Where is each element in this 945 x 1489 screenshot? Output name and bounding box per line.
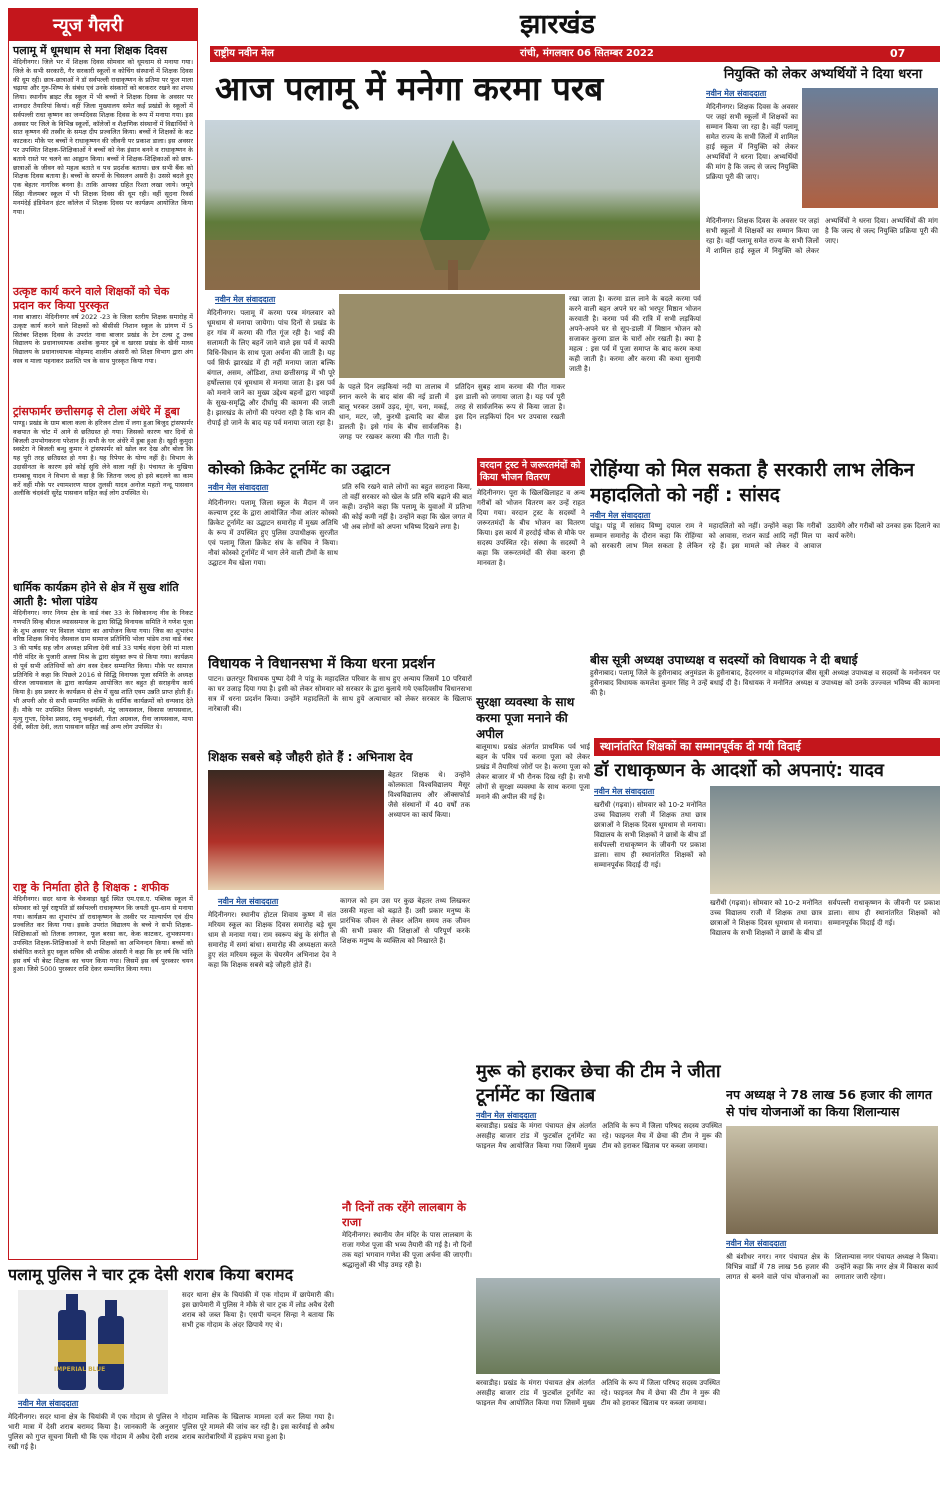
teachers-day-event-photo — [208, 770, 384, 890]
radhakrishnan-text: खरौंधी (गढ़वा)। सोमवार को 10-2 मनोनित उच्च विद्यालय राजी में शिक्षक तथा छात्र छात्राओं ने शिक्षक दिवस धूमधाम से मनाया। विद्यालय के सभी शिक्षकों ने छात्रों के बीच डॉ सर्वपल्ली राधाकृष्णन के जीवनी पर प्रकाश डाला। साथ ही स्थानांतरित शिक्षकों को सम्मानपूर्वक विदाई दी गई। — [594, 801, 706, 869]
suraksha-text: बालूमाथ। प्रखंड अंतर्गत प्राथमिक पर्व भाई बहन के पवित्र पर्व करमा पूजा को लेकर प्रखंड में तैयारियां जोरों पर है। करमा पूजा को लेकर बाजार में भी रौनक दिख रही है। सभी लोगों से सुरक्षा व्यवस्था के साथ करमा पूजा मनाने की अपील की गई है। — [476, 743, 590, 801]
rohingya-story — [590, 458, 940, 648]
lalbaug-story — [342, 1200, 472, 1484]
muru-headline: मुरू को हराकर छेचा की टीम ने जीता टूर्नामेंट का खिताब — [476, 1061, 721, 1106]
karma-ritual-photo — [339, 294, 565, 378]
radhakrishnan-text-continued: खरौंधी (गढ़वा)। सोमवार को 10-2 मनोनित उच्च विद्यालय राजी में शिक्षक तथा छात्र छात्राओं ने शिक्षक दिवस धूमधाम से मनाया। विद्यालय के सभी शिक्षकों ने छात्रों के बीच डॉ सर्वपल्ली राधाकृष्णन के जीवनी पर प्रकाश डाला। साथ ही स्थानांतरित शिक्षकों को सम्मानपूर्वक विदाई दी गई। — [710, 899, 940, 937]
muru-text: बरवाडीह। प्रखंड के मंगरा पंचायत क्षेत्र अंतर्गत असहीह बाजार टांड में फुटबॉल टूर्नामेंट का फाइनल मैच आयोजित किया गया जिसमें मुख्य अतिथि के रूप में जिला परिषद सदस्य उपस्थित रहे। फाइनल मैच में छेचा की टीम ने मुरू की टीम को हराकर खिताब पर कब्जा जमाया। — [476, 1122, 722, 1150]
muru-text-continued: बरवाडीह। प्रखंड के मंगरा पंचायत क्षेत्र अंतर्गत असहीह बाजार टांड में फुटबॉल टूर्नामेंट का फाइनल मैच आयोजित किया गया जिसमें मुख्य अतिथि के रूप में जिला परिषद सदस्य उपस्थित रहे। फाइनल मैच में छेचा की टीम ने मुरू की टीम को हराकर खिताब पर कब्जा जमाया। — [476, 1379, 720, 1407]
sidebar-label: न्यूज गैलरी — [9, 9, 197, 41]
masthead — [200, 0, 945, 62]
vidhayak-headline: विधायक ने विधानसभा में किया धरना प्रदर्शन — [208, 656, 435, 672]
dharna-text-continued: मेदिनीनगर। शिक्षक दिवस के अवसर पर जहां सभी स्कूलों में शिक्षकों का सम्मान किया जा रहा है। वहीं पलामू समेत राज्य के सभी जिलों में शामिल हाई स्कूल में नियुक्ति को लेकर अभ्यर्थियों ने धरना दिया। अभ्यर्थियों की मांग है कि जल्द से जल्द नियुक्ति प्रक्रिया पूरी की जाए। — [706, 217, 938, 255]
bees-sutri-text: हुसैनाबाद। पलामू जिले के हुसैनाबाद अनुमंडल के हुसैनाबाद, हैदरनगर व मोहम्मदगंज बीस सूत्री अध्यक्ष उपाध्यक्ष व सदस्यों के मनोनयन पर हुसैनाबाद विधायक कमलेश कुमार सिंह ने उन्हें बधाई दी है। विधायक ने मनोनित अध्यक्ष व उपाध्यक्ष को उनके उज्ज्वल भविष्य की कामना की है। — [590, 669, 940, 697]
nagar-panchayat-byline: नवीन मेल संवाददाता — [726, 1239, 787, 1248]
bees-sutri-headline: बीस सूत्री अध्यक्ष उपाध्यक्ष व सदस्यों को विधायक ने दी बधाई — [590, 653, 858, 667]
police-column-3: गोदाम मालिक के खिलाफ मामला दर्ज कर लिया गया है। पुलिस पूरे मामले की जांच कर रही है। इस कार्रवाई से अवैध शराब कारोबारियों में हड़कंप मचा हुआ है। — [182, 1413, 334, 1441]
jauhari-headline: शिक्षक सबसे बड़े जौहरी होते हैं : अभिनाश देव — [208, 750, 413, 764]
top-story-column-3: रखा जाता है। करमा डाल लाने के बदले करमा पर्व करने वाली बहन अपने घर को भरपूर मिष्ठान भोजन करवाती है। करमा पर्व की रात्रि में सभी लड़कियां अपने-अपने घर से सूप-डाली में मिष्ठान भोजन को सजाकर कुरमा डाल के चारों ओर रखती है। क्या है महत्व : इस पर्व में पूजा समाप्त के बाद करम कथा कही जाती है। करमा और करमा की कथा सुनायी जाती है। — [569, 295, 701, 373]
dharna-photo — [802, 88, 938, 208]
top-story-headline: आज पलामू में मनेगा करमा परब — [215, 69, 604, 108]
police-headline: पलामू पुलिस ने चार ट्रक देसी शराब किया बरामद — [8, 1265, 294, 1284]
kosko-story — [208, 458, 473, 651]
foundation-stone-photo — [726, 1126, 938, 1234]
vidhayak-text: पाटन। छतरपुर विधायक पुष्पा देवी ने पांडू के महादलित परिवार के साथ हुए अन्याय जिसमें 10 परिवारों का घर उजाड़ दिया गया है। इसी को लेकर सोमवार को सरकार के द्वारा बुलाये गये एकदिवसीय विधानसभा सत्र में धरना प्रदर्शन किया। उन्होंने महादलितों के साथ हुये अत्याचार को लेकर सरकार के खिलाफ नारेबाजी की। — [208, 675, 472, 713]
sidebar-story-1-text: मेदिनीनगर। जिले भर में शिक्षक दिवस सोमवार को धूमधाम से मनाया गया। जिले के सभी सरकारी, गैर सरकारी स्कूलों व कोचिंग संस्थानों में शिक्षक दिवस की धूम रही। छात्र-छात्राओं ने डॉ सर्वपल्ली राधाकृष्णन के प्रतिमा पर फूल माला चढ़ाया और गुरु-शिष्य के संबंध एवं उनके संस्कारों को बरकरार रखने का शपथ लिया। स्थानीय ब्राइट लैंड स्कूल में भी बच्चों ने शिक्षक दिवस के अवसर पर शानदार तैयारियां कियां। वहीं जिला मुख्यालय समेत कई प्रखंडों के स्कूलों में सर्वपल्ली राधा कृष्णन का जन्मदिवस शिक्षक दिवस के रूप में मनाया गया। इस अवसर पर जिले के विभिन्न स्कूलों, कॉलेजों व शैक्षणिक संस्थानों में विद्यार्थियों ने सात कृष्णन की तस्वीर के समक्ष दीप प्रज्वलित किया। बच्चों ने शिक्षकों के कट काटकर। मौके पर बच्चों ने राधाकृष्णन की जीवनी पर प्रकाश डाला। इस अवसर पर उपस्थित शिक्षक-शिक्षिकाओं ने बच्चों को नेक इंसान बनने व राधाकृष्णन के बताये रास्ते पर चलने का आह्वान किया। बच्चों ने शिक्षक-शिक्षिकाओं को छात्र-छात्राओं के जीवन को महत्व बताते व पथ प्रदर्शक बताया। छत्र सभी बैंक को शिक्षक दिवस बताया है। बच्चों के सपनों के चिसलन असरी है। उससे बदले हुए एक बेहतर नागरिक बनना है। ताकि आपका ग्रहित रिश्ता लखा जाये। जमूने सिंहा नीलमबर स्कूल में भी शिक्षक दिवस की धूम रही। वहीं सूदना रिवर्स मनमंदेई इंडियेशन इंटर कॉलेज में शिक्षक दिवस पर कार्यक्रम आयोजित किया गया। — [13, 58, 193, 216]
suraksha-headline: सुरक्षा व्यवस्था के साथ करमा पूजा मनाने की अपील — [476, 695, 575, 741]
sidebar-story-2-text: नावा बाजार। मेदिनीनगर वर्ष 2022 -23 के जिला स्तरीय शिक्षक समारोह में उत्कृष्ट कार्य करने वाले शिक्षकों को बीसीसी निशान स्कूल के प्रांगण में 5 सितंबर शिक्षक दिवस के उपरांत नावा बाजार प्रखंड के टेन टल्स टू उच्च विद्यालय के प्रधानाध्यापक अशोक कुमार दुबे व खरसा प्रखंड के खैनी माध्य विद्यालय के प्रधानाध्यापक मोहम्मद शालीम अंसारी को शिक्षा विभाग द्वारा अंग वस्त्र व माला पहनाकर प्रशस्ति पत्र के साथ पुरस्कृत किया गया। — [13, 313, 193, 365]
jauhari-byline: नवीन मेल संवाददाता — [218, 897, 279, 906]
varadan-story — [477, 458, 585, 648]
sidebar-story-3-headline: ट्रांसफार्मर छत्तीसगढ़ से टोला अंधेरे में डूबा — [13, 405, 180, 418]
section-title: झारखंड — [520, 9, 595, 40]
dharna-headline: नियुक्ति को लेकर अभ्यर्थियों ने दिया धरना — [723, 67, 923, 82]
farewell-photo — [710, 786, 940, 894]
bottle-label: IMPERIAL BLUE — [54, 1366, 106, 1373]
suraksha-story — [476, 694, 590, 1054]
nagar-panchayat-text: श्री बंशीधर नगर। नगर पंचायत क्षेत्र के विभिन्न वार्डों में 78 लाख 56 हजार की लागत से बनने वाले पांच योजनाओं का शिलान्यास नगर पंचायत अध्यक्ष ने किया। उन्होंने कहा कि नगर क्षेत्र में विकास कार्य लगातार जारी रहेगा। — [726, 1253, 938, 1281]
kosko-column-1: मेदिनीनगर। पलामू जिला स्कूल के मैदान में जन कल्याण ट्रस्ट के द्वारा आयोजित नौवा आंतर कोस्को क्रिकेट टूर्नामेंट का उद्घाटन समारोह में मुख्य अतिथि के रूप में उपस्थित हुए पुलिस उपाधीक्षक सुरजीत एवं पलामू जिला क्रिकेट संघ के सचिव ने किया। नौवां कोस्को टूर्नामेंट में भाग लेने वाली टीमों के साथ उद्घाटन मैच खेला गया। — [208, 499, 338, 567]
dharna-story — [706, 66, 940, 452]
karma-festival-photo — [205, 120, 700, 290]
rohingya-headline: रोहिंग्या को मिल सकता है सरकारी लाभ लेकिन महादलितो को नहीं : सांसद — [590, 459, 915, 506]
rohingya-byline: नवीन मेल संवाददाता — [590, 511, 651, 520]
jauhari-column-3: कागज को हम उस पर कुछ बेहतर तथ्य लिखकर उसकी महत्ता को बढ़ाते हैं। उसी प्रकार मनुष्य के प्रारंभिक जीवन से लेकर अंतिम समय तक जीवन की सभी प्रकार की शिक्षाओं से परिपूर्ण करके शिक्षक मनुष्य के व्यक्तित्व को निखारते हैं। — [340, 897, 470, 945]
rohingya-text: पांडू। पांडू में सांसद विष्णु दयाल राम ने सम्मान समारोह के दौरान कहा कि रोहिंग्या को सरकारी लाभ मिल सकता है लेकिन महादलितो को नहीं। उन्होंने कहा कि गरीबों को आवास, राशन कार्ड आदि नहीं मिल पा रहे हैं। इस मामले को लेकर वे आवाज उठायेंगे और गरीबों को उनका हक दिलाने का कार्य करेंगे। — [590, 522, 940, 550]
dharna-text: मेदिनीनगर। शिक्षक दिवस के अवसर पर जहां सभी स्कूलों में शिक्षकों का सम्मान किया जा रहा है। वहीं पलामू समेत राज्य के सभी जिलों में शामिल हाई स्कूल में नियुक्ति को लेकर अभ्यर्थियों ने धरना दिया। अभ्यर्थियों की मांग है कि जल्द से जल्द नियुक्ति प्रक्रिया पूरी की जाए। — [706, 103, 798, 181]
sidebar-story-2-headline: उत्कृष्ट कार्य करने वाले शिक्षकों को चेक प्रदान कर किया पुरस्कृत — [13, 285, 170, 312]
karma-tree-illustration — [205, 120, 700, 290]
sidebar-story-5-text: मेदिनीनगर। सदर थाना के चेकवाड़ा खुर्द स्थित एम.एस.ए. पब्लिक स्कूल में सोमवार को पूर्व राष्ट्रपति डॉ सर्वपल्ली राधाकृष्णन कि जयती धूम-धाम से मनाया गया। कार्यक्रम का शुभारंभ डॉ राधाकृष्णन के तस्वीर पर माल्यार्पण एवं दीप प्रज्वलित कर किया गया। इसके उपरांत विद्यालय के बच्चे ने सभी शिक्षक-शिक्षिकाओं को तिलक लगाकर, फूल बरसा कर, केक काटकर, शुभकामना। उपस्थित शिक्षक-शिक्षिकाओं ने सभी शिक्षकों का अभिनन्दन किया। बच्चों को संबोधित करते हुए स्कूल सचिव श्री शफीक अंसारी ने कहा कि हर वर्ष कि भांति इस वर्ष भी बेस्ट शिक्षक का चयन किया गया। जिसमें इस वर्ष पुरस्कार चयन हुआ। जिसे 5000 पुरस्कार राशि देकर सम्मानित किया गया। — [13, 895, 193, 974]
sidebar-story-1-headline: पलामू में धूमधाम से मना शिक्षक दिवस — [13, 44, 168, 57]
jauhari-column-1: बेहतर शिक्षक थे। उन्होंने कोलकाता विश्वविद्यालय मैसूर विश्वविद्यालय और ऑक्सफोर्ड जैसे संस्थानों में 40 वर्षों तक अध्यापन का कार्य किया। — [388, 771, 470, 819]
kosko-column-2: प्रति रुचि रखने वाले लोगों का बहुत सराहना किया, तो वहीं सरकार को खेल के प्रति रुचि बढ़ाने की बात कही। उन्होंने कहा कि पलामू के युवाओं में प्रतिभा की कोई कमी नहीं है। उन्होंने कहा कि खेल जगत में भी अब लोगों को अपना भविष्य दिखने लगा है। — [342, 483, 472, 531]
bees-sutri-story — [590, 652, 940, 732]
sidebar-story-4-text: मेदिनीनगर। नगर निगम क्षेत्र के वार्ड नंबर 33 के विवेकानन्द नीव के निकट गणपति सिन्ह बीराज व्याससमाज के द्वारा सिद्धि विनायक समिति ने गणेश पूजा के शुभ अवसर पर विशाल भंडारा का आयोजन किया गया। जिस का शुभारंभ वरिष्ठ शिक्षक विनोद जैसवाल ग्राम सामाज प्रतिनिधि भोला पांडेय तथा वार्ड नंबर 3 की पार्षद सह जौन अध्यक्ष प्रमिला देवी वार्ड 33 पार्षद वंदना देवी मां माला गौरी मंदिर के पुजारी अल्ला मिश्र के द्वारा संयुक्त रूप से किया गया। कार्यक्रम से पूर्व सभी अतिथियों को अंग वस्त्र देकर सम्मानित किया। मौके पर सामाज प्रतिनिधि ने कहा कि पिछले 2016 से सिद्धि विनायक पूजा समिति के अध्यक्ष धीरज जायसवाल के द्वारा कार्यक्रम आयोजित कर बहुत ही सराहनीय कार्य किया है। इस प्रकार के कार्यक्रम से क्षेत्र में सुख शांति एवम उन्नति प्राप्त होती हैं। भी अपनी ओर से सभी सम्मानित व्यक्ति के धार्मिक कार्यक्रमों को धन्यवाद देते हैं। मौके पर उपस्थित विजय चन्द्रवंशी, मंटू जायसवाल, विकास जायसवाल, मृत्यु गुप्ता, दिनेश प्रसाद, रामू चन्द्रवंशी, गीता अग्रवाल, रीना जायसवाल, माया देवी, स्वीता देवी, लता पासवान सहित कई अन्य लोग उपस्थित थे। — [13, 609, 193, 732]
issue-date: रांची, मंगलवार 06 सितम्बर 2022 — [520, 48, 654, 59]
kosko-headline: कोस्को क्रिकेट टूर्नामेंट का उद्घाटन — [208, 460, 391, 478]
police-column-2: सदर थाना क्षेत्र के चियांकी में एक गोदाम में छापेमारी की। इस छापेमारी में पुलिस ने मौके से चार ट्रक में लोड अवैध देसी शराब को जब्त किया है। एसपी चन्दन सिन्हा ने बताया कि सभी ट्रक गोदाम के अंदर छिपाये गए थे। — [182, 1291, 335, 1329]
nagar-panchayat-headline: नप अध्यक्ष ने 78 लाख 56 हजार की लागत से पांच योजनाओं का किया शिलान्यास — [726, 1087, 932, 1119]
nagar-panchayat-story — [726, 1086, 940, 1484]
liquor-bottles-photo — [18, 1290, 168, 1394]
top-story-byline: नवीन मेल संवाददाता — [215, 295, 276, 304]
radhakrishnan-headline: डॉ राधाकृष्णन के आदर्शो को अपनाएं: यादव — [594, 760, 884, 781]
top-story-column-2: के पहले दिन लड़कियां नदी या तालाब में स्नान करने के बाद बांस की नई डाली में बालू भरकर उसमें उड़द, मूंग, चना, मकई, धान, मटर, जौ, कुरथी इत्यादि का बीज डालती है। इसे गांव के बीच सार्वजनिक जगह पर रखकर करमा की गीत गाती है। प्रतिदिन सुबह शाम करमा की गीत गाकर इस डाली को जगाया जाता है। यह पर्व पूरी तरह से सार्वजनिक रूप से किया जाता है। इस दिन लड़कियां दिन भर उपवास रखती है। — [339, 383, 565, 441]
muru-byline: नवीन मेल संवाददाता — [476, 1111, 537, 1120]
police-column-1: मेदिनीनगर। सदर थाना क्षेत्र के चियांकी में एक गोदाम से पुलिस ने भारी मात्रा में देसी शराब बरामद किया है। जानकारी के अनुसार पुलिस को गुप्त सूचना मिली थी कि एक गोदाम में अवैध देसी शराब रखी गई है। — [8, 1413, 178, 1451]
jauhari-column-2: मेदिनीनगर। स्थानीय होटल शिवाय कुष्ण में संत मरियम स्कूल का शिक्षक दिवस समारोह बड़े धूम धाम से मनाया गया। राम स्वरूप बंधु के संगीत से समारोह में समां बांधा। समारोह की अध्यक्षता करते हुए संत मरियम स्कूल के चेयरमैन अभिनाश देव ने कहा कि शिक्षक सबसे बड़े जौहरी होते हैं। — [208, 911, 336, 969]
varadan-headline: वरदान ट्रस्ट ने जरूरतमंदों को किया भोजन वितरण — [477, 458, 585, 486]
jauhari-story — [208, 748, 470, 1196]
sidebar-story-5-headline: राष्ट्र के निर्माता होते है शिक्षक : शफीक — [13, 881, 169, 894]
lalbaug-headline: नौ दिनों तक रहेंगे लालबाग के राजा — [342, 1200, 466, 1229]
vidhayak-story — [208, 654, 472, 744]
varadan-text: मेदिनीनगर। पूरा के खिलखिलाहट व अन्य गरीबों को भोजन वितरण कर उन्हें राहत दिया गया। वरदान ट्रस्ट के सदस्यों ने जरूरतमंदों के बीच भोजन का वितरण किया। इस कार्य में हरदोई चौक से मौके पर सदस्य उपस्थित रहे। संस्था के सदस्यों ने कहा कि जरूरतमंदों की सेवा करना ही मानवता है। — [477, 489, 585, 567]
police-byline: नवीन मेल संवाददाता — [18, 1399, 79, 1408]
muru-story — [476, 1060, 722, 1484]
lalbaug-text: मेदिनीनगर। स्थानीय जैन मंदिर के पास लालबाग के राजा गणेश पूजा की भव्य तैयारी की गई है। नौ दिनों तक यहां भगवान गणेश की पूजा अर्चना की जाएगी। श्रद्धालुओं की भीड़ उमड़ रही है। — [342, 1231, 472, 1269]
radhakrishnan-story — [594, 738, 940, 1080]
bottle-icon — [18, 1290, 168, 1394]
radhakrishnan-byline: नवीन मेल संवाददाता — [594, 787, 655, 796]
sidebar-story-3-text: पाण्डू। प्रखंड के ग्राम बाला कला के हरिजन टोला में लगा हुआ बिजुद ट्रांसफार्मर वज्रपात के चोट में आने से छतिग्रस्त हो गया। जिसको कारण चार दिनों से बिजली उपभोगकरना परेशान हैं। सभी के घर अंधेरे में डूबा हुआ है। खुदी कुमुदा स्वस्टेरा ने बिजली बन्धु कुमार ने ट्रांसफार्मर को खोल कर देख और बोला कि यह पूरी तरह छतिग्रस्त हो गया है। यह रिपेयर के योग्य नहीं है। विभाग के उदासीनता के कारण इसे कोई सुधि लेने वाला नहीं है। पंचायत के मुखिया रामबाबू यादव ने विभाग से कहा है कि जितना जल्द हो इसे बदलने का काम करें वहीं मौके पर श्यामशरण यादव तुलसी यादव अनोज महतो नन्दू पासवान अलौकि चंदवंशी सुरेंद्र पासवान सहित कई लोग उपस्थित थे। — [13, 419, 193, 498]
police-story — [8, 1264, 338, 1486]
sidebar-story-4-headline: धार्मिक कार्यक्रम होने से क्षेत्र में सुख शांति आती है: भोला पांडेय — [13, 581, 179, 608]
news-gallery-sidebar — [8, 8, 198, 1260]
radhakrishnan-label: स्थानांतरित शिक्षकों का सम्मानपूर्वक दी गयी विदाई — [594, 738, 940, 756]
top-story-column-1: मेदिनीनगर। पलामू में करमा परब मंगलवार को धूमधाम से मनाया जायेगा। पांच दिनों से प्रखंड के हर गांव में करमा की गीत गूंज रही है। भाई की सलामती के लिए बहनें जाने वाले इस पर्व में काफी विधि-विधान के साथ पूजा अर्चना की जाती है। यह पर्व सिर्फ झारखंड में ही नहीं मनाया जाता बल्कि बंगाल, असम, ओडिशा, तथा छत्तीसगढ़ में भी पूरे हर्षोल्लास एवं धूमधाम से मनाया जाता है। इस पर्व को मनाने जाने का मुख्य उद्देश्य बहनों द्वारा भाइयों के सुख-समृद्धि और दीर्घायु की कामना की जाती है। झारखंड के लोगों की परंपरा रही है कि धान की रोपाई हो जाने के बाद यह पर्व मनाया जाता रहा है। — [207, 309, 335, 427]
dharna-byline: नवीन मेल संवाददाता — [706, 89, 767, 98]
football-team-photo — [476, 1278, 720, 1374]
newspaper-logo: राष्ट्रीय नवीन मेल — [214, 48, 274, 59]
top-story — [205, 66, 703, 456]
kosko-byline: नवीन मेल संवाददाता — [208, 483, 269, 492]
page-number: 07 — [890, 47, 906, 60]
